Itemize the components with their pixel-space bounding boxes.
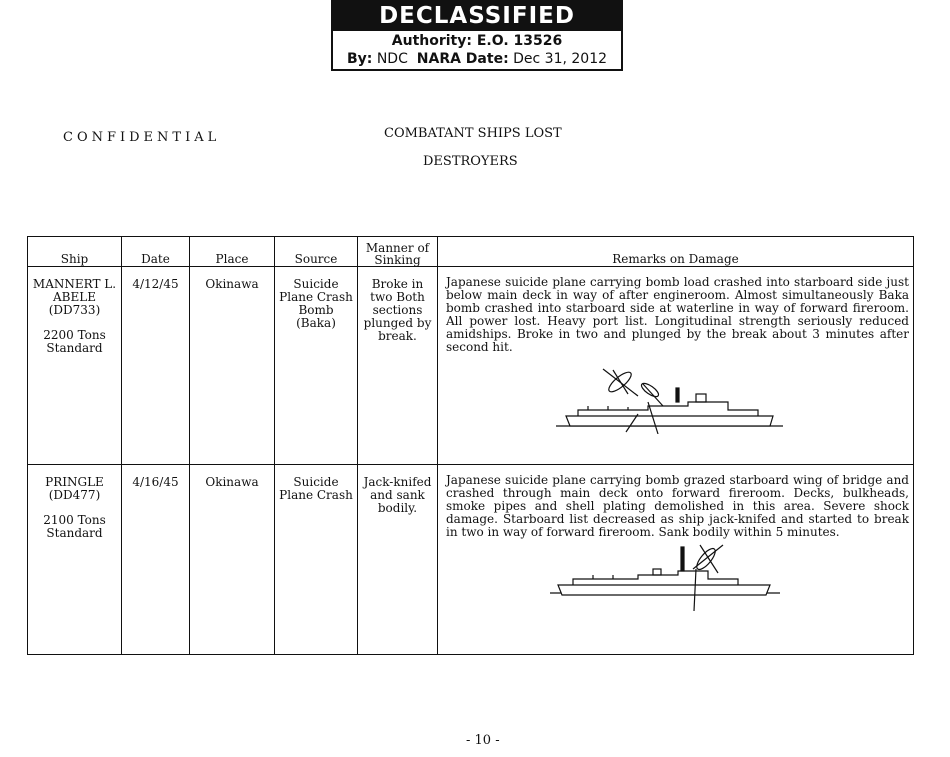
- table-row: [28, 465, 914, 655]
- source-cell: [275, 465, 358, 655]
- remarks-cell: [438, 465, 914, 655]
- ship-cell: [28, 267, 122, 465]
- ship-tonnage: 2100 Tons Standard: [43, 513, 106, 540]
- ship-cell: [28, 465, 122, 655]
- ship-damage-drawing-2: [438, 539, 908, 619]
- date-value: 4/12/45: [132, 277, 179, 291]
- ship-damage-drawing-1: [438, 354, 908, 434]
- manner-value: Broke in two Both sections plunged by break.: [363, 277, 432, 343]
- stamp-by-label: By:: [346, 51, 373, 67]
- place-value: Okinawa: [205, 277, 259, 291]
- remarks-text: Japanese suicide plane carrying bomb load crashed into starboard side just below main deck in way of after engineroom. Almost simultaneously Baka bomb crashed into starboard side at waterline in way of forward fireroom. All power lost. Heavy port list. Longitudinal strength seriously reduced amidships. Broke in two and plunged by the break about 3 minutes after second hit.: [446, 275, 909, 354]
- classification-label: CONFIDENTIAL: [63, 130, 221, 145]
- col-header-remarks: Remarks on Damage: [438, 237, 914, 267]
- table-header-row: [28, 237, 914, 267]
- manner-cell: [358, 465, 438, 655]
- source-value: Suicide Plane Crash Bomb (Baka): [279, 277, 353, 330]
- col-header-ship: Ship: [28, 237, 122, 267]
- source-cell: [275, 267, 358, 465]
- ship-name: PRINGLE: [45, 475, 104, 489]
- source-value: Suicide Plane Crash: [279, 475, 353, 502]
- remarks-cell: [438, 267, 914, 465]
- ship-tonnage: 2200 Tons Standard: [43, 328, 106, 355]
- remarks-text: Japanese suicide plane carrying bomb grazed starboard wing of bridge and crashed through main deck onto forward fireroom. Decks, bulkheads, smoke pipes and shell plating demolished in this area. Severe shock damage. Starboard list decreased as ship jack-knifed and started to break in two in way of forward fireroom. Sank bodily within 5 minutes.: [446, 473, 909, 539]
- col-header-manner: Manner of Sinking: [358, 237, 438, 267]
- ships-lost-table: [27, 236, 914, 655]
- col-header-date: Date: [122, 237, 190, 267]
- ship-hull-number: (DD733): [48, 303, 101, 317]
- date-cell: [122, 465, 190, 655]
- stamp-banner: DECLASSIFIED: [333, 2, 621, 31]
- col-header-place: Place: [190, 237, 275, 267]
- date-cell: [122, 267, 190, 465]
- place-cell: [190, 267, 275, 465]
- declassified-stamp: [331, 0, 623, 71]
- stamp-nara-label: NARA Date:: [416, 51, 509, 67]
- ship-hull-number: (DD477): [48, 488, 101, 502]
- stamp-nara-value: Dec 31, 2012: [513, 51, 608, 67]
- table-row: [28, 267, 914, 465]
- col-header-source: Source: [275, 237, 358, 267]
- stamp-by-value: NDC: [376, 51, 408, 67]
- manner-value: Jack-knifed and sank bodily.: [363, 475, 432, 515]
- date-value: 4/16/45: [132, 475, 179, 489]
- stamp-authority: Authority: E.O. 13526: [391, 33, 563, 49]
- place-value: Okinawa: [205, 475, 259, 489]
- manner-cell: [358, 267, 438, 465]
- page-title: COMBATANT SHIPS LOST: [384, 126, 562, 141]
- ship-name: MANNERT L. ABELE: [32, 277, 117, 304]
- page-number: - 10 -: [466, 733, 500, 748]
- page-subtitle: DESTROYERS: [423, 154, 518, 169]
- stamp-by-line: [333, 51, 621, 67]
- place-cell: [190, 465, 275, 655]
